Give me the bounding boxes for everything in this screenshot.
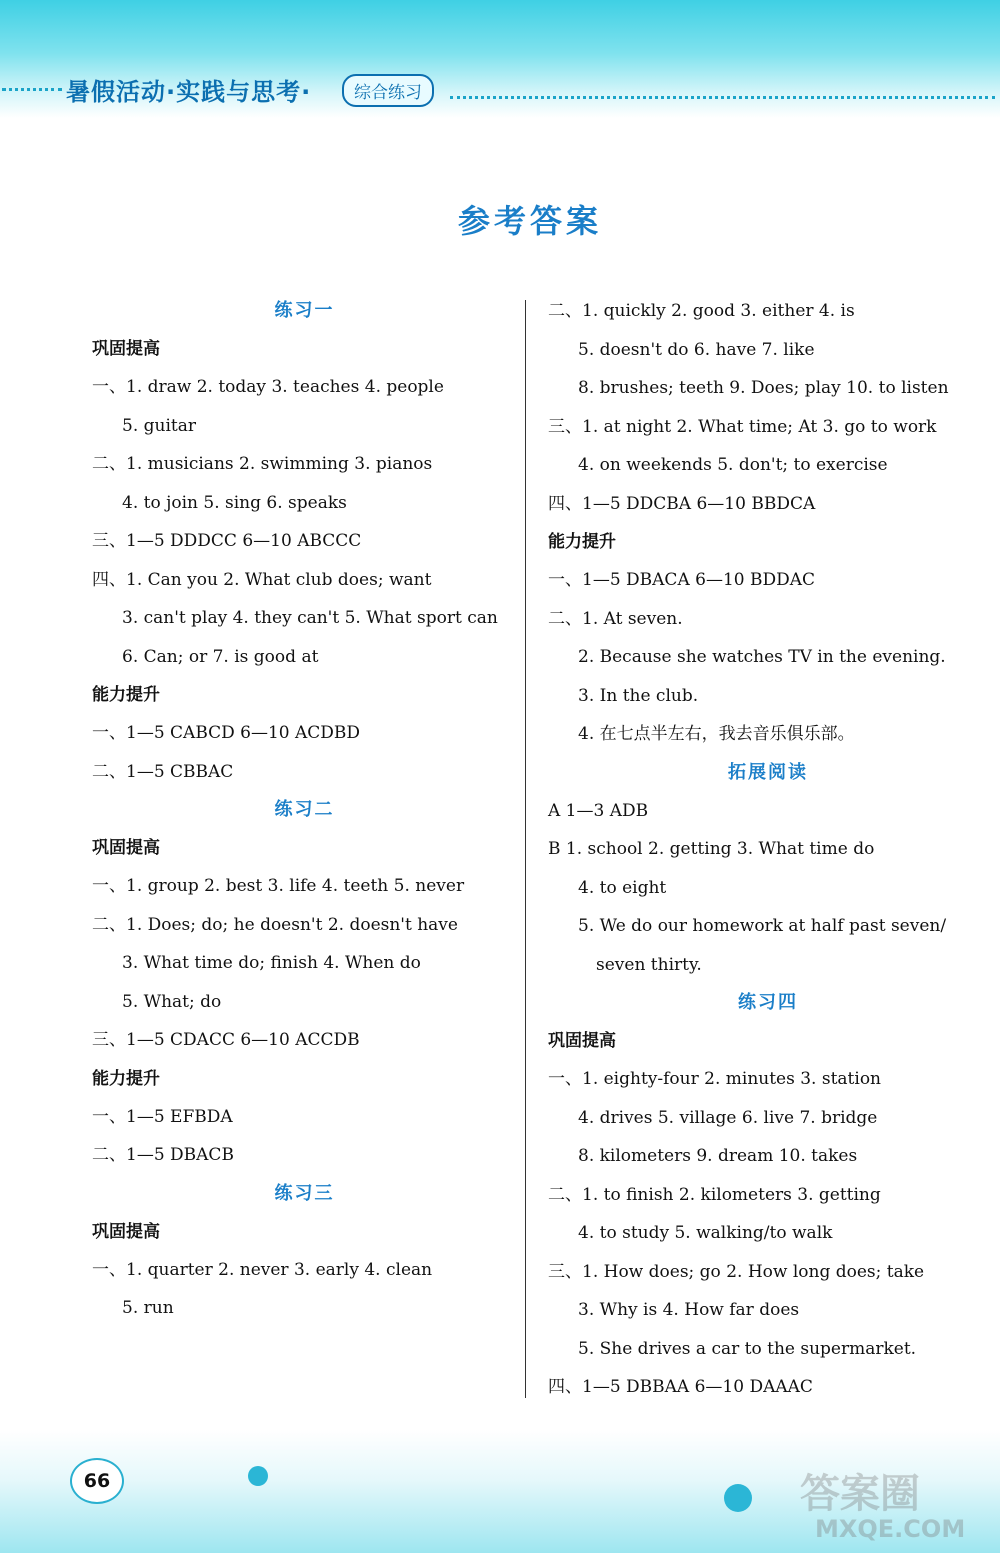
answer-line: 4. to join 5. sing 6. speaks — [122, 492, 347, 513]
tree-icon — [724, 1484, 752, 1512]
answer-line: 四、1—5 DBBAA 6—10 DAAAC — [548, 1377, 813, 1397]
answer-line: 一、1. draw 2. today 3. teaches 4. people — [92, 377, 444, 397]
exercise-heading: 练习四 — [738, 992, 798, 1013]
answer-line: 一、1—5 DBACA 6—10 BDDAC — [548, 570, 816, 590]
answer-line: 二、1—5 DBACB — [92, 1145, 234, 1165]
answer-line: 一、1. eighty-four 2. minutes 3. station — [548, 1069, 882, 1089]
section-subheading: 巩固提高 — [92, 838, 160, 858]
answer-line: 5. We do our homework at half past seven/ — [578, 916, 947, 936]
answer-line: 3. In the club. — [578, 685, 699, 706]
answer-line: 三、1—5 CDACC 6—10 ACCDB — [92, 1030, 360, 1050]
answer-line: 4. to eight — [578, 877, 667, 898]
answer-line: 一、1. quarter 2. never 3. early 4. clean — [92, 1259, 433, 1280]
answer-line: 二、1. At seven. — [548, 608, 683, 629]
answer-line: 6. Can; or 7. is good at — [122, 646, 319, 667]
answer-line: 3. Why is 4. How far does — [578, 1300, 800, 1320]
exercise-heading: 拓展阅读 — [728, 761, 808, 783]
answer-line: 3. can't play 4. they can't 5. What sport can — [122, 608, 498, 628]
answer-line: A 1—3 ADB — [548, 800, 649, 821]
page-title: 参考答案 — [457, 202, 602, 240]
section-subheading: 巩固提高 — [548, 1031, 616, 1051]
right-answer-column — [548, 292, 988, 1407]
answer-line: 8. kilometers 9. dream 10. takes — [578, 1146, 858, 1166]
answer-line: 一、1—5 CABCD 6—10 ACDBD — [92, 723, 361, 743]
section-subheading: 巩固提高 — [92, 339, 160, 359]
answer-line: 5. guitar — [122, 415, 196, 436]
answer-line: 三、1. How does; go 2. How long does; take — [548, 1261, 925, 1282]
tree-icon — [248, 1466, 268, 1486]
answer-line: 4. 在七点半左右，我去音乐俱乐部。 — [578, 724, 855, 744]
watermark-url: MXQE.COM — [815, 1515, 966, 1543]
answer-line: 一、1. group 2. best 3. life 4. teeth 5. never — [92, 876, 465, 896]
answer-line: 4. on weekends 5. don't; to exercise — [578, 455, 888, 475]
answer-line: 5. She drives a car to the supermarket. — [578, 1338, 917, 1359]
column-divider — [525, 300, 526, 1398]
book-series-title: 暑假活动·实践与思考· — [66, 78, 312, 106]
answer-line: 二、1. to finish 2. kilometers 3. getting — [548, 1184, 881, 1205]
book-series-badge: 综合练习 — [342, 74, 434, 107]
answer-line: 3. What time do; finish 4. When do — [122, 953, 421, 973]
answer-line: 5. What; do — [122, 991, 222, 1012]
answer-line: 5. doesn't do 6. have 7. like — [578, 339, 815, 360]
answer-line: 8. brushes; teeth 9. Does; play 10. to listen — [578, 378, 949, 398]
answer-line: 二、1. Does; do; he doesn't 2. doesn't have — [92, 914, 458, 935]
left-answer-column — [92, 292, 517, 1328]
answer-line: 四、1—5 DDCBA 6—10 BBDCA — [548, 493, 816, 514]
answer-line: seven thirty. — [596, 954, 702, 975]
page-number: 66 — [70, 1458, 124, 1504]
header-dots-left — [2, 88, 62, 91]
watermark-logo: 答案圈 — [800, 1471, 920, 1517]
answer-line: 三、1—5 DDDCC 6—10 ABCCC — [92, 531, 362, 551]
section-subheading: 能力提升 — [548, 532, 616, 552]
answer-line: 5. run — [122, 1298, 174, 1318]
exercise-heading: 练习一 — [274, 300, 335, 321]
answer-line: 4. drives 5. village 6. live 7. bridge — [578, 1107, 878, 1128]
answer-line: B 1. school 2. getting 3. What time do — [548, 839, 875, 859]
exercise-heading: 练习三 — [274, 1182, 335, 1204]
answer-line: 二、1. musicians 2. swimming 3. pianos — [92, 454, 433, 474]
answer-line: 二、1. quickly 2. good 3. either 4. is — [548, 301, 855, 321]
answer-line: 二、1—5 CBBAC — [92, 761, 234, 782]
answer-line: 三、1. at night 2. What time; At 3. go to work — [548, 416, 937, 437]
answer-line: 一、1—5 EFBDA — [92, 1106, 233, 1127]
exercise-heading: 练习二 — [274, 799, 335, 820]
section-subheading: 能力提升 — [92, 685, 160, 705]
answer-line: 4. to study 5. walking/to walk — [578, 1223, 833, 1243]
answer-line: 2. Because she watches TV in the evening. — [578, 647, 946, 667]
section-subheading: 巩固提高 — [92, 1221, 160, 1242]
section-subheading: 能力提升 — [92, 1068, 160, 1089]
answer-line: 四、1. Can you 2. What club does; want — [92, 569, 432, 590]
header-dots-right — [450, 96, 995, 99]
